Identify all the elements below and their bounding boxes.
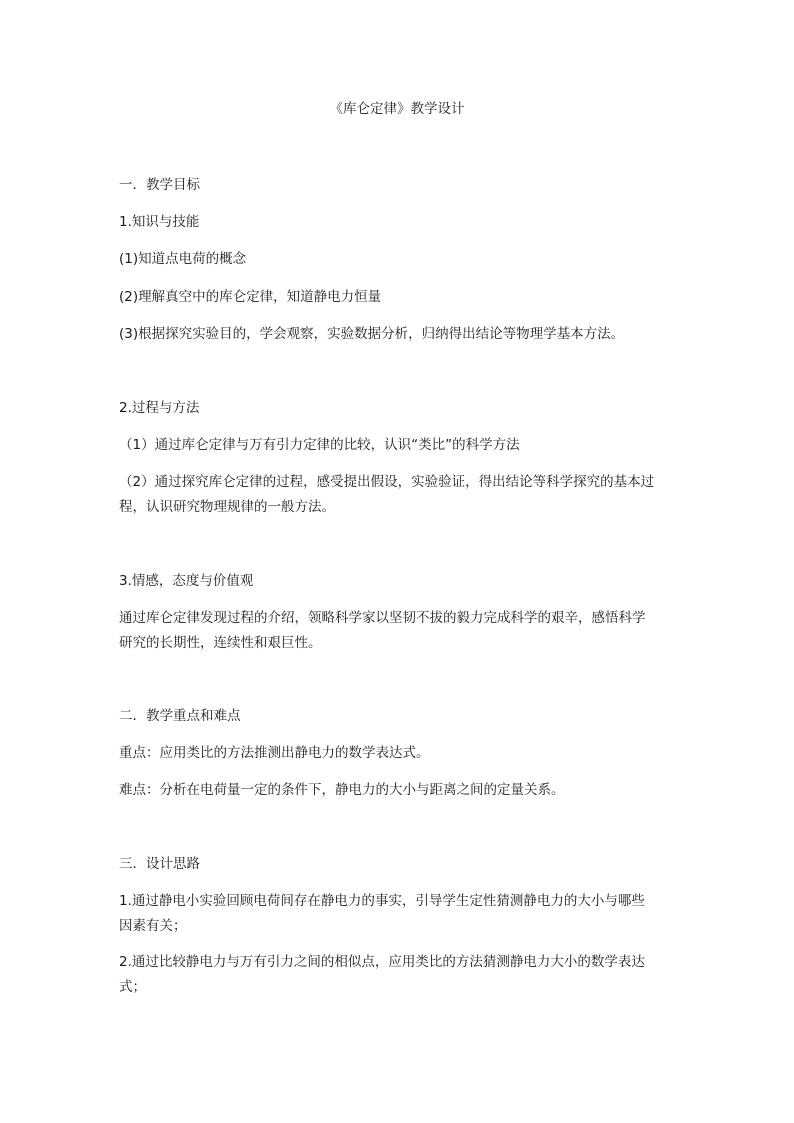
list-item-line: 1.通过静电小实验回顾电荷间存在静电力的事实，引导学生定性猜测静电力的大小与哪些	[119, 893, 645, 909]
list-item: （1）通过库仑定律与万有引力定律的比较，认识“类比”的科学方法	[119, 437, 520, 453]
section-heading-objectives: 一．教学目标	[119, 177, 200, 193]
list-item: (2)理解真空中的库仑定律，知道静电力恒量	[119, 289, 382, 305]
section-heading-design-ideas: 三．设计思路	[119, 856, 200, 872]
paragraph-line: 通过库仑定律发现过程的介绍，领略科学家以坚韧不拔的毅力完成科学的艰辛，感悟科学	[119, 610, 646, 626]
list-item-line: 式；	[119, 979, 146, 995]
list-item-line: 程，认识研究物理规律的一般方法。	[119, 499, 335, 515]
subheading-attitudes-values: 3.情感，态度与价值观	[119, 573, 254, 589]
paragraph-line: 研究的长期性，连续性和艰巨性。	[119, 635, 322, 651]
list-item: (3)根据探究实验目的，学会观察，实验数据分析，归纳得出结论等物理学基本方法。	[119, 326, 625, 342]
document-title: 《库仑定律》教学设计	[329, 101, 465, 117]
key-point-text: 重点：应用类比的方法推测出静电力的数学表达式。	[119, 745, 430, 761]
subheading-knowledge-skills: 1.知识与技能	[119, 214, 200, 230]
difficulty-text: 难点：分析在电荷量一定的条件下，静电力的大小与距离之间的定量关系。	[119, 782, 565, 798]
list-item-line: 因素有关；	[119, 918, 187, 934]
list-item-line: 2.通过比较静电力与万有引力之间的相似点，应用类比的方法猜测静电力大小的数学表达	[119, 954, 645, 970]
subheading-process-methods: 2.过程与方法	[119, 400, 200, 416]
list-item-line: （2）通过探究库仑定律的过程，感受提出假设，实验验证，得出结论等科学探究的基本过	[119, 474, 655, 490]
list-item: (1)知道点电荷的概念	[119, 251, 247, 267]
section-heading-key-points: 二．教学重点和难点	[119, 708, 241, 724]
